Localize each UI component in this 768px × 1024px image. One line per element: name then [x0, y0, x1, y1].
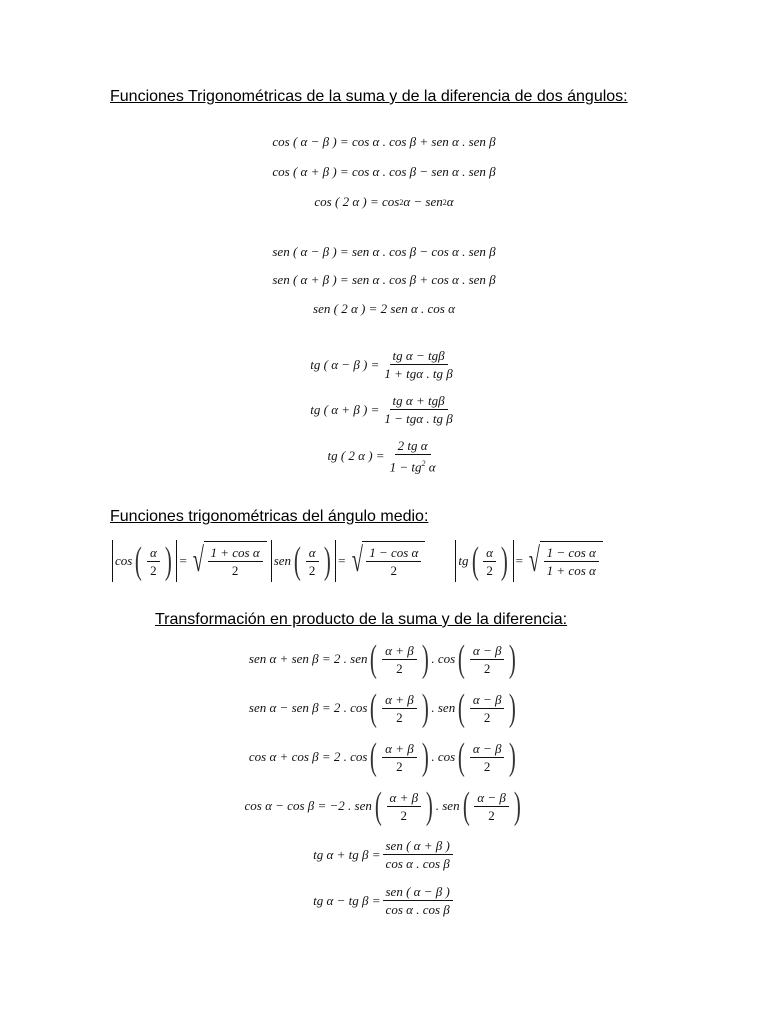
formula-tg-diff-quotient: tg α − tg β = $\frac{\text{sen ( α − β )}}{\text{cos α . cos β}}$: [0, 884, 768, 917]
abs-tg-half: tg ( $\frac{\alpha}{2}$ ): [455, 540, 513, 582]
formula-tg-diff: tg ( α − β ) = $\frac{\text{tg α − tgβ}}{\text{1 + tgα . tg β}}$: [310, 348, 453, 381]
formula-prod-sen-plus: sen α + sen β = 2 . sen ( $\frac{\alpha + \beta}{2}$ ) . cos ( $\frac{\alpha - \beta}{2}$ ): [248, 638, 517, 680]
formula-sen-diff: sen ( α − β ) = sen α . cos β − cos α . sen β: [272, 244, 496, 259]
formula-sen-sum: sen ( α + β ) = sen α . cos β + cos α . sen β: [272, 272, 496, 287]
formula-prod-cos-minus: cos α − cos β = −2 . sen ( $\frac{\alpha + \beta}{2}$ ) . sen ( $\frac{\alpha - \beta}{2}$ ): [244, 785, 521, 827]
heading-product-transform: Transformación en producto de la suma y de la diferencia:: [155, 611, 568, 628]
formula-cos-double: cos ( 2 α ) = cos 2 α − sen 2 α: [314, 194, 454, 209]
formula-tg-sum-quotient: tg α + tg β = $\frac{\text{sen ( α + β )}}{\text{cos α . cos β}}$: [0, 838, 768, 871]
formula-cos-sum: cos ( α + β ) = cos α . cos β − sen α . sen β: [272, 164, 496, 179]
sqrt-tg-half: √ $\frac{\text{1 − cos α}}{\text{1 + cos α}}$: [525, 541, 603, 581]
formula-sen-double: sen ( 2 α ) = 2 sen α . cos α: [313, 301, 455, 316]
formula-tg-double: tg ( 2 α ) = $\frac{\text{2 tg α}}{1 - tg^2 \alpha}$: [327, 438, 436, 475]
formula-cos-diff: cos ( α − β ) = cos α . cos β + sen α . sen β: [272, 134, 496, 149]
sqrt-sen-half: √ $\frac{\text{1 − cos α}}{2}$: [348, 541, 426, 581]
formula-tg-sum: tg ( α + β ) = $\frac{\text{tg α + tgβ}}{\text{1 − tgα . tg β}}$: [310, 393, 453, 426]
formula-prod-cos-plus: cos α + cos β = 2 . cos ( $\frac{\alpha + \beta}{2}$ ) . cos ( $\frac{\alpha - \beta}{2}$ ): [248, 736, 517, 778]
formula-half-angle-row: cos ( $\frac{\alpha}{2}$ ) = √ $\frac{\text{1 + cos α}}{2}$ sen ( $\frac{\alpha}{2}$ ) = √ $\frac{\text{1 − cos α}}{2}$ tg ( $\frac{\alpha}{2}$ ) = √ $\frac{\text{1 − cos α}}{\text{1 + cos α}}$: [110, 540, 605, 582]
abs-sen-half: sen ( $\frac{\alpha}{2}$ ): [271, 540, 336, 582]
heading-sum-difference: Funciones Trigonométricas de la suma y de la diferencia de dos ángulos:: [110, 88, 628, 105]
formula-prod-sen-minus: sen α − sen β = 2 . cos ( $\frac{\alpha + \beta}{2}$ ) . sen ( $\frac{\alpha - \beta}{2}$ ): [248, 687, 517, 729]
sqrt-cos-half: √ $\frac{\text{1 + cos α}}{2}$: [189, 541, 267, 581]
abs-cos-half: cos ( $\frac{\alpha}{2}$ ): [112, 540, 177, 582]
heading-half-angle: Funciones trigonométricas del ángulo medio:: [110, 508, 429, 525]
